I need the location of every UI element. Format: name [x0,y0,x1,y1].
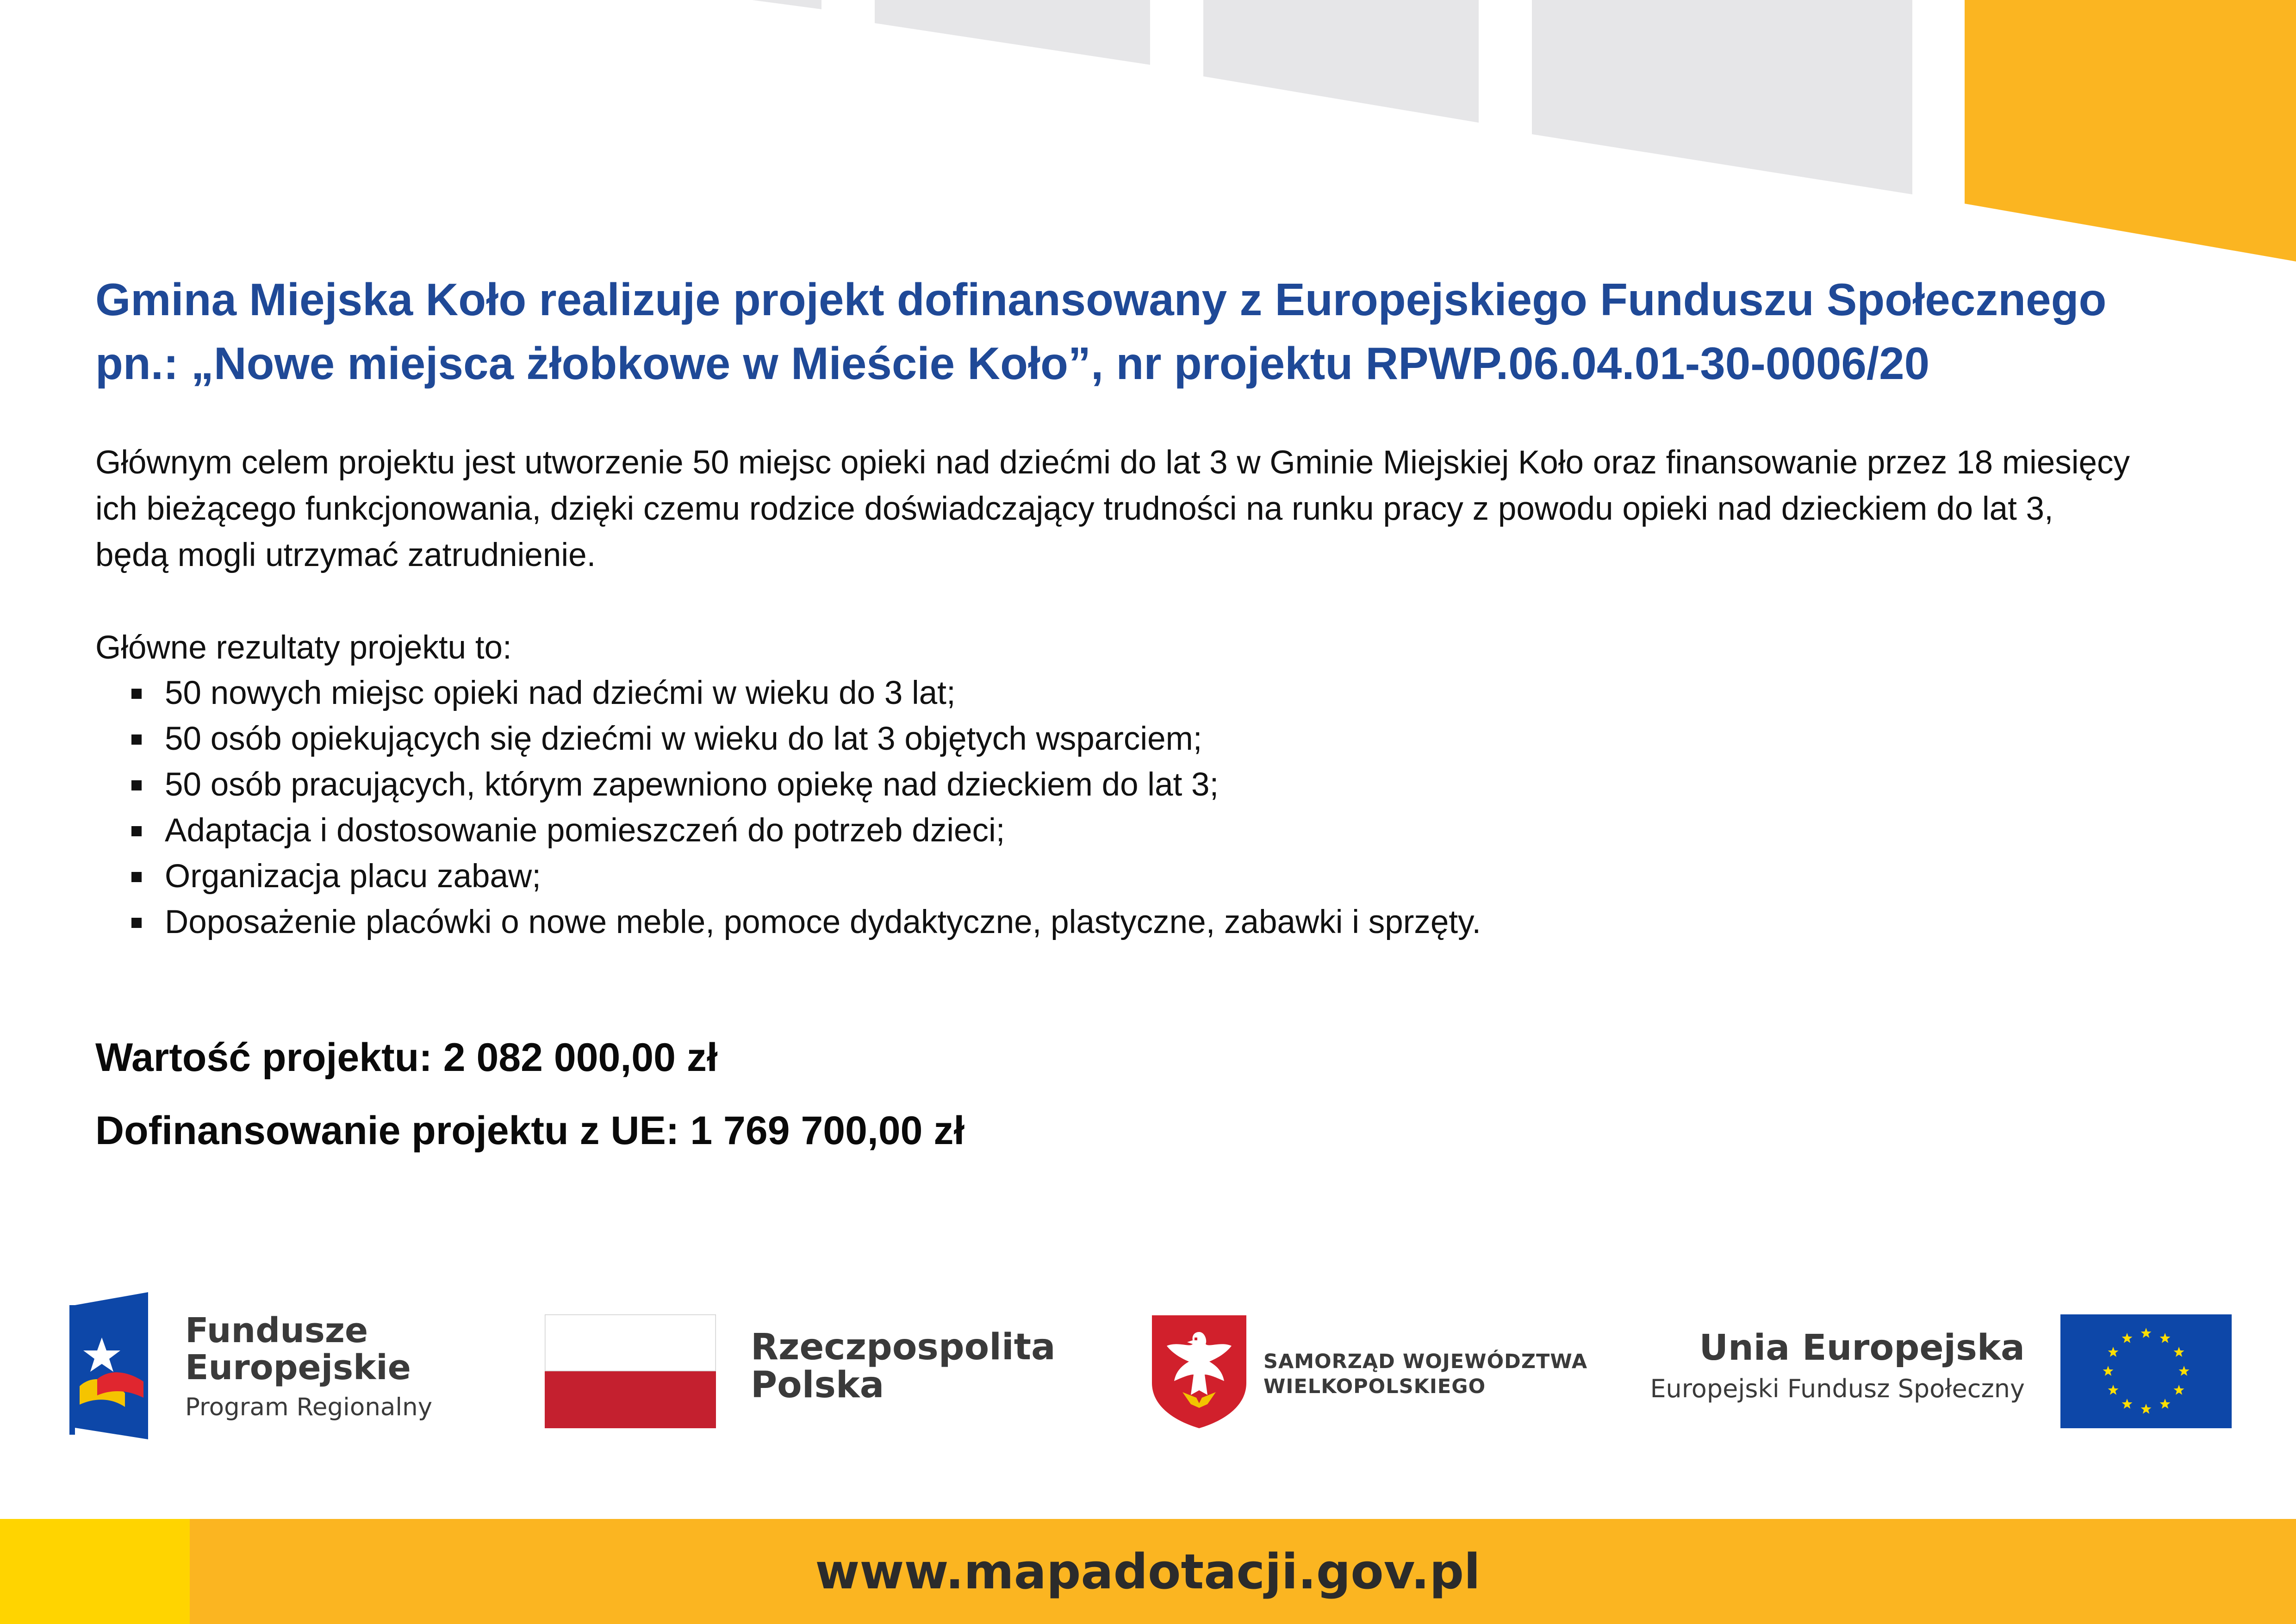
eagle-coat-of-arms-icon [1150,1313,1248,1429]
voivodeship-logo-line-1: SAMORZĄD WOJEWÓDZTWA [1263,1350,1588,1373]
voivodeship-logo-line-2: WIELKOPOLSKIEGO [1263,1375,1486,1398]
decor-stripe-3 [1203,0,1479,123]
list-item: Adaptacja i dostosowanie pomieszczeń do potrzeb dzieci; [95,808,1481,853]
decor-stripe-2 [875,0,1150,65]
list-item: Organizacja placu zabaw; [95,853,1481,899]
eu-funds-logo-line-1: Fundusze [185,1311,368,1350]
republic-of-poland-logo-text [751,1328,1056,1404]
title-line-1: Gmina Miejska Koło realizuje projekt dofinansowany z Europejskiego Funduszu Społecznego [95,274,2107,325]
decor-stripe-1 [752,0,821,9]
project-value: Wartość projektu: 2 082 000,00 zł [95,1035,718,1080]
list-item: 50 nowych miejsc opieki nad dziećmi w wieku do 3 lat; [95,670,1481,716]
eu-funds-logo-subtitle: Program Regionalny [185,1393,433,1421]
republic-logo-line-1: Rzeczpospolita [751,1326,1056,1368]
eu-flag-icon [2060,1314,2232,1428]
eu-logo-subtitle: Europejski Fundusz Społeczny [1650,1374,2025,1403]
republic-logo-line-2: Polska [751,1364,884,1406]
polish-flag-icon [545,1314,716,1428]
project-title [95,268,2271,395]
list-item: 50 osób pracujących, którym zapewniono opiekę nad dzieckiem do lat 3; [95,762,1481,808]
eu-funds-logo-line-2: Europejskie [185,1348,411,1388]
decor-corner-orange [1965,0,2296,261]
footer-url-text[interactable]: www.mapadotacji.gov.pl [815,1543,1481,1600]
eu-logo-text [1648,1328,2025,1406]
description-line-2: ich bieżącego funkcjonowania, dzięki czemu rodzice doświadczający trudności na runku pracy z powodu opieki nad dzieckiem do lat 3, [95,491,2053,527]
decor-stripe-4 [1532,0,1912,194]
project-description [95,440,2280,579]
results-list [95,670,1481,945]
description-line-3: będą mogli utrzymać zatrudnienie. [95,537,596,573]
eu-funds-logo-text [185,1312,432,1426]
eu-cofinancing: Dofinansowanie projektu z UE: 1 769 700,00 zł [95,1108,965,1153]
eu-logo-title: Unia Europejska [1699,1327,2025,1369]
header-decoration [0,0,2296,278]
footer-website-link[interactable] [190,1519,2106,1624]
list-item: Doposażenie placówki o nowe meble, pomoce dydaktyczne, plastyczne, zabawki i sprzęty. [95,899,1481,945]
results-heading: Główne rezultaty projektu to: [95,629,512,666]
list-item: 50 osób opiekujących się dziećmi w wieku do lat 3 objętych wsparciem; [95,716,1481,762]
footer-yellow-block [0,1519,190,1624]
title-line-2: pn.: „Nowe miejsca żłobkowe w Mieście Koło”, nr projektu RPWP.06.04.01-30-0006/20 [95,338,1930,389]
voivodeship-logo-text [1263,1349,1587,1399]
description-line-1: Głównym celem projektu jest utworzenie 50 miejsc opieki nad dziećmi do lat 3 w Gminie Miejskiej Koło oraz finansowanie przez 18 miesięcy [95,444,2130,481]
